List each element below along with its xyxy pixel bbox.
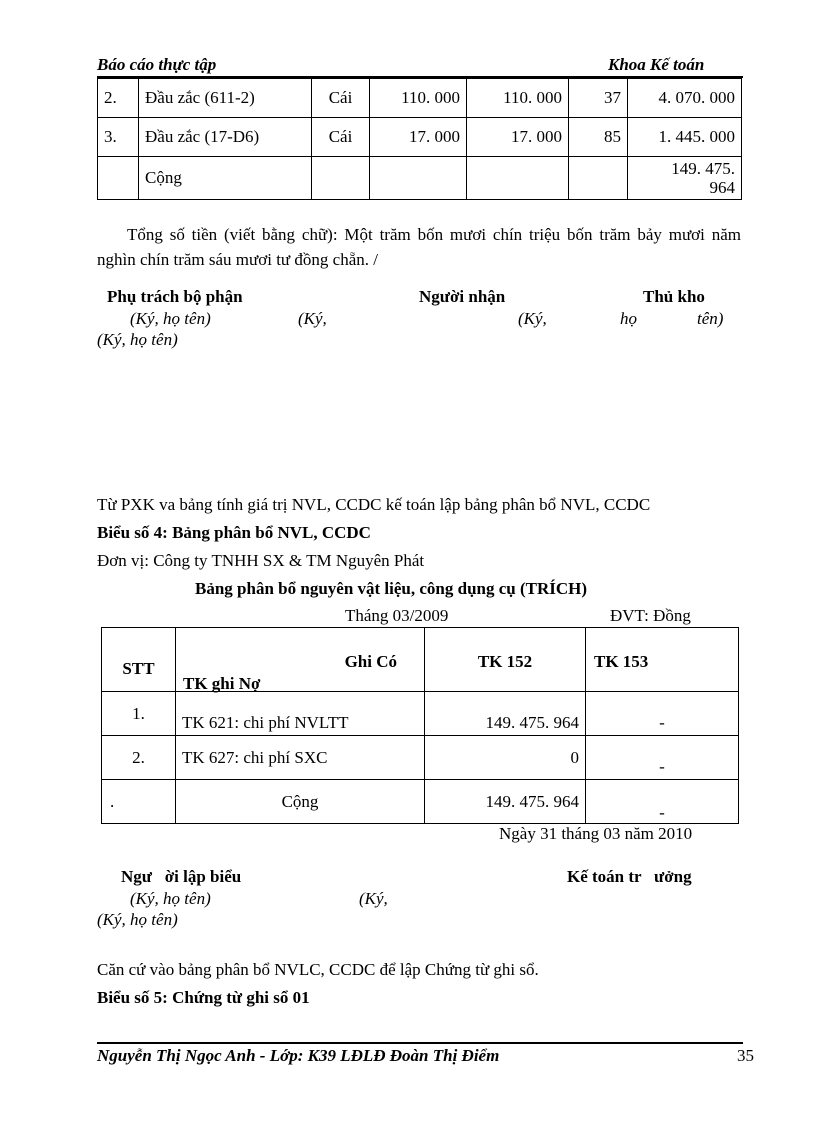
head-stt: STT [102,628,176,692]
cell-price1: 110. 000 [370,79,467,118]
basis-text: Căn cứ vào bảng phân bổ NVLC, CCDC để lập Chứng từ ghi sổ. [97,960,539,979]
sign-note: (Ký, [518,309,547,328]
cell-price1: 17. 000 [370,118,467,157]
cell-stt: 2. [102,736,176,780]
sign-label-receiver: Người nhận [419,287,506,306]
footer-author: Nguyễn Thị Ngọc Anh - Lớp: K39 LĐLĐ Đoàn Thị Điểm [97,1046,500,1065]
sign-label-department: Phụ trách bộ phận [107,287,243,306]
unit-currency: ĐVT: Đồng [610,606,691,625]
sign-note: (Ký, [298,309,327,328]
cell-name: Đầu zắc (17-D6) [139,118,312,157]
table-row [102,736,739,780]
empty-cell [569,157,628,200]
empty-cell [370,157,467,200]
table-row [98,79,742,118]
header-left: Báo cáo thực tập [97,55,217,74]
sign-note: (Ký, họ tên) [130,309,211,328]
cell-stt: 3. [98,118,139,157]
cell-qty: 37 [569,79,628,118]
allocation-table [101,627,739,824]
empty-cell [98,157,139,200]
head-credit: Ghi Có [344,652,397,671]
page-number: 35 [737,1046,754,1065]
sign-note: (Ký, họ tên) [97,330,178,349]
sign-note: (Ký, họ tên) [130,889,211,908]
head-tk152: TK 152 [425,628,586,692]
total-amount-line1: 149. 475. [671,159,735,178]
sign-note: (Ký, [359,889,388,908]
cell-price2: 110. 000 [467,79,569,118]
cell-account: TK 621: chi phí NVLTT [176,692,425,736]
total-label: Cộng [139,157,312,200]
cell-tk153: - [586,780,739,824]
cell-stt: 1. [102,692,176,736]
form5-title: Biểu số 5: Chứng từ ghi sổ 01 [97,988,310,1007]
table-total-row [98,157,742,200]
table-row [98,118,742,157]
form4-title: Biểu số 4: Bảng phân bổ NVL, CCDC [97,523,371,542]
sign-label-storekeeper: Thủ kho [643,287,705,306]
head-debit: TK ghi Nợ [183,674,261,693]
header-right: Khoa Kế toán [608,55,705,74]
empty-cell [467,157,569,200]
cell-price2: 17. 000 [467,118,569,157]
cell-tk152: 0 [425,736,586,780]
cell-tk152: 149. 475. 964 [425,780,586,824]
head-account [176,628,425,692]
cell-tk153: - [586,736,739,780]
sign-note: tên) [697,309,724,328]
cell-tk153: - [586,692,739,736]
unit-line: Đơn vị: Công ty TNHH SX & TM Nguyên Phát [97,551,425,570]
cell-unit: Cái [312,79,370,118]
amount-in-words: Tổng số tiền (viết bằng chữ): Một trăm bốn mươi chín triệu bốn trăm bảy mươi năm nghìn chín trăm sáu mươi tư đồng chẵn. / [97,225,741,269]
cell-account: Cộng [176,780,425,824]
head-tk153: TK 153 [586,628,739,692]
table-header-row [102,628,739,692]
empty-cell [312,157,370,200]
cell-tk152: 149. 475. 964 [425,692,586,736]
table-row [102,692,739,736]
total-amount-line2: 964 [709,178,735,197]
issue-table [97,78,742,200]
footer-rule [97,1042,743,1044]
cell-stt: 2. [98,79,139,118]
cell-stt: . [102,780,176,824]
cell-unit: Cái [312,118,370,157]
allocation-table-title: Bảng phân bổ nguyên vật liệu, công dụng cụ (TRÍCH) [195,579,588,598]
total-amount [628,157,742,200]
sign-note: họ [620,309,637,328]
cell-amount: 1. 445. 000 [628,118,742,157]
table-total-row [102,780,739,824]
cell-account: TK 627: chi phí SXC [176,736,425,780]
cell-amount: 4. 070. 000 [628,79,742,118]
intro-text: Từ PXK va bảng tính giá trị NVL, CCDC kế toán lập bảng phân bổ NVL, CCDC [97,495,651,514]
sign-label-chief-accountant: Kế toán tr ưởng [567,867,692,886]
cell-qty: 85 [569,118,628,157]
sign-note: (Ký, họ tên) [97,910,178,929]
sign-label-preparer: Ngư ời lập biểu [121,867,242,886]
date-line: Ngày 31 tháng 03 năm 2010 [499,824,693,843]
month-label: Tháng 03/2009 [345,606,449,625]
cell-name: Đầu zắc (611-2) [139,79,312,118]
